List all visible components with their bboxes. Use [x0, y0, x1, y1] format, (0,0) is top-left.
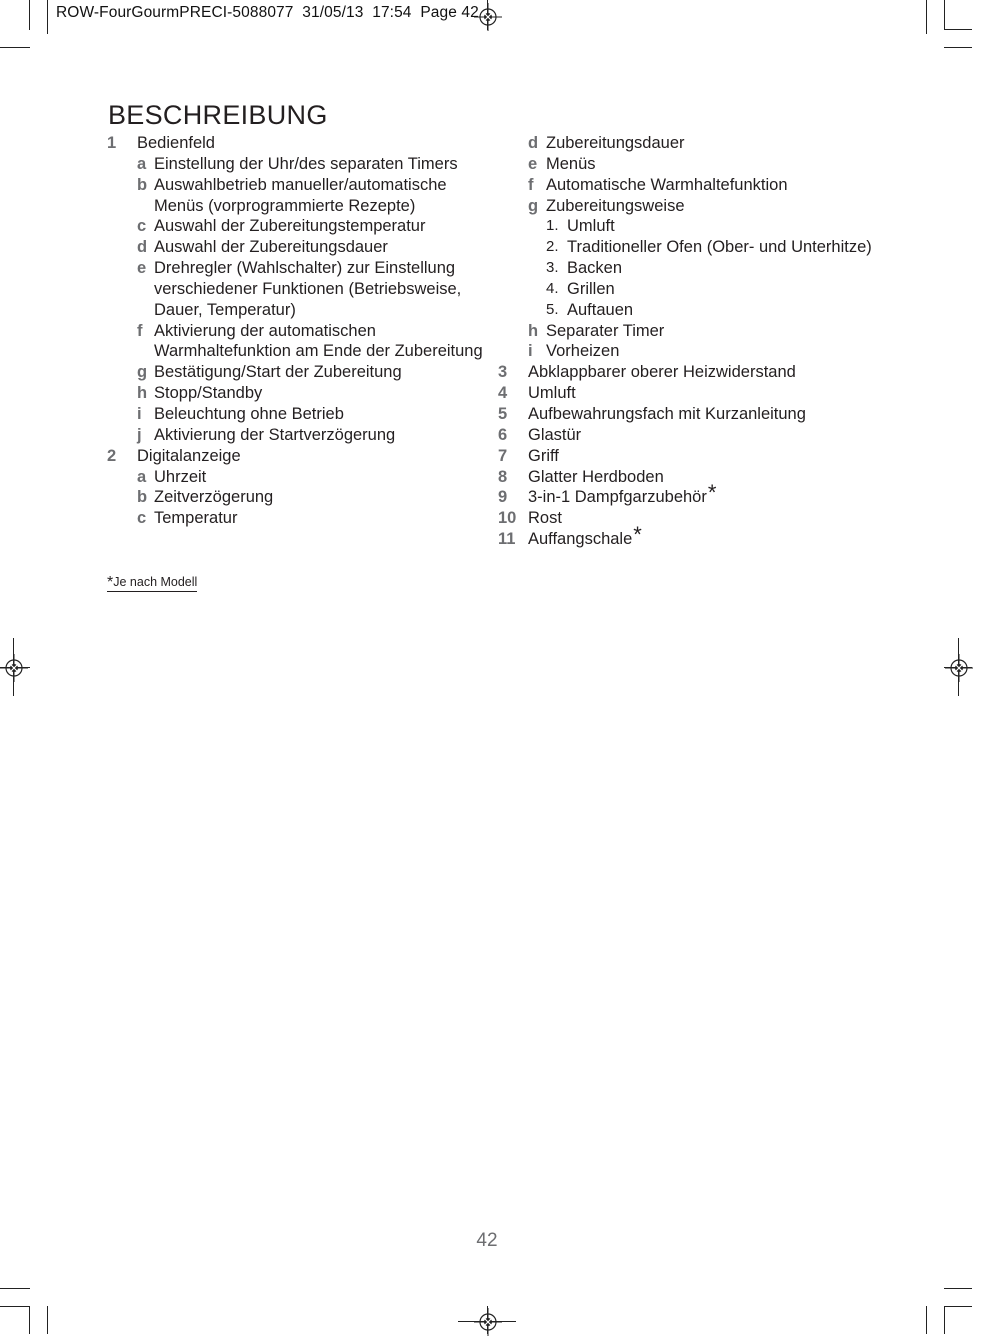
list-item-marker: g: [528, 196, 539, 215]
list-item-label: Auftauen: [567, 300, 634, 319]
list-item-text: [528, 522, 894, 550]
crop-mark-bottom-right-h: [944, 1288, 972, 1289]
list-item-text: [567, 216, 894, 237]
list-item: [104, 154, 496, 175]
crop-mark-bottom-right-h2: [944, 1306, 972, 1307]
list-item-label: Aktivierung der automatischen Warmhaltefunktion am Ende der Zubereitung: [154, 321, 483, 361]
list-item-marker: 2.: [546, 238, 559, 256]
list-item-label: Umluft: [528, 384, 576, 403]
list-item-label: Umluft: [567, 217, 615, 236]
crop-mark-top-left-h: [0, 47, 30, 48]
list-item: [104, 404, 496, 425]
list-item-label: Aufbewahrungsfach mit Kurzanleitung: [528, 404, 806, 423]
list-item-text: [154, 175, 496, 217]
list-item: [494, 258, 894, 279]
list-item-marker: h: [528, 321, 539, 340]
list-item-label: Auswahlbetrieb manueller/automatische Menüs (vorprogrammierte Rezepte): [154, 175, 447, 215]
crop-mark-top-right-v: [926, 0, 927, 34]
list-item-label: Glatter Herdboden: [528, 467, 664, 486]
list-item-label: Uhrzeit: [154, 467, 207, 486]
list-item-label: Auswahl der Zubereitungsdauer: [154, 238, 388, 257]
list-item: [494, 508, 894, 529]
list-item: [494, 175, 894, 196]
list-item-label: Automatische Warmhaltefunktion: [546, 175, 788, 194]
list-item-label: Bestätigung/Start der Zubereitung: [154, 363, 402, 382]
list-item: [494, 341, 894, 362]
list-item-marker: h: [137, 384, 148, 403]
list-item-text: [567, 300, 894, 321]
list-item-marker: 4: [498, 384, 508, 403]
footnote-star: *: [107, 574, 114, 591]
list-item-label: Rost: [528, 509, 562, 528]
list-item-marker: 10: [498, 509, 517, 528]
list-item-marker: e: [528, 154, 538, 173]
list-item-marker: 1: [107, 134, 117, 152]
list-item-text: [546, 196, 894, 217]
crop-mark-top-right-h: [944, 29, 972, 30]
crop-mark-top-left-v: [47, 0, 48, 34]
list-item-marker: 5.: [546, 300, 559, 318]
list-item-label: Menüs: [546, 154, 596, 173]
list-item-text: [154, 258, 496, 321]
list-item-text: [528, 446, 894, 467]
list-item: [494, 237, 894, 258]
list-item-marker: 7: [498, 446, 508, 465]
crop-mark-bottom-left-v: [29, 1306, 30, 1334]
list-item: [494, 522, 894, 550]
list-item: [494, 467, 894, 488]
list-item-marker: 3: [498, 363, 508, 382]
registration-mark-bottom-icon: [474, 1308, 502, 1336]
list-item-text: [546, 175, 894, 196]
list-item-label: Traditioneller Ofen (Ober- und Unterhitze): [567, 238, 872, 257]
list-item-label: Digitalanzeige: [137, 446, 241, 465]
list-item-label: Auswahl der Zubereitungstemperatur: [154, 217, 426, 236]
list-item-text: [528, 425, 894, 446]
description-list-right: [494, 133, 894, 550]
crop-mark-bottom-right-v: [926, 1306, 927, 1334]
list-item-marker: a: [137, 467, 147, 486]
asterisk-mark: *: [707, 480, 717, 506]
asterisk-mark: *: [633, 522, 642, 548]
crop-mark-bottom-left-h: [0, 1288, 30, 1289]
list-item-label: Auffangschale: [528, 530, 633, 549]
crop-mark-top-left-v2: [29, 0, 30, 30]
list-item: [494, 480, 894, 508]
list-item: [104, 362, 496, 383]
crop-mark-bottom-right-v2: [944, 1306, 945, 1334]
list-item-text: [546, 133, 894, 154]
list-item-marker: 8: [498, 467, 508, 486]
list-item-label: Beleuchtung ohne Betrieb: [154, 404, 344, 423]
list-item-label: Temperatur: [154, 509, 238, 528]
crop-mark-bottom-left-h2: [0, 1306, 30, 1307]
list-item: [104, 133, 496, 154]
list-item-label: Zubereitungsdauer: [546, 134, 685, 152]
registration-mark-right-icon: [945, 654, 973, 682]
list-item-label: Abklappbarer oberer Heizwiderstand: [528, 363, 796, 382]
list-item: [494, 362, 894, 383]
list-item: [104, 383, 496, 404]
list-item-label: Separater Timer: [546, 321, 665, 340]
list-item-marker: b: [137, 175, 148, 194]
list-item-label: Drehregler (Wahlschalter) zur Einstellung verschiedener Funktionen (Betriebsweise, Dauer, Temperatur): [154, 259, 462, 319]
list-item-text: [528, 404, 894, 425]
list-item-marker: 1.: [546, 217, 559, 235]
list-item-label: Zeitverzögerung: [154, 488, 274, 507]
list-item: [104, 487, 496, 508]
list-item-marker: 2: [107, 446, 117, 465]
description-list-left: [104, 133, 496, 529]
list-item: [104, 175, 496, 217]
list-item-text: [546, 341, 894, 362]
footnote-text: Je nach Modell: [113, 575, 198, 589]
list-item: [104, 216, 496, 237]
list-item-text: [137, 133, 496, 154]
list-item-text: [567, 279, 894, 300]
list-item-label: Stopp/Standby: [154, 384, 263, 403]
list-item-text: [154, 383, 496, 404]
page-number: 42: [476, 1230, 498, 1251]
list-item-marker: 5: [498, 404, 508, 423]
footnote: [107, 573, 197, 592]
list-item-marker: d: [137, 238, 148, 257]
list-item-label: Grillen: [567, 279, 615, 298]
list-item-label: Aktivierung der Startverzögerung: [154, 425, 396, 444]
list-item: [104, 237, 496, 258]
list-item-marker: 9: [498, 488, 508, 507]
list-item-marker: i: [137, 404, 142, 423]
list-item: [494, 216, 894, 237]
list-item-label: Backen: [567, 259, 623, 278]
list-item-text: [154, 362, 496, 383]
list-item-text: [546, 321, 894, 342]
list-item: [494, 154, 894, 175]
list-item-text: [154, 237, 496, 258]
page-title: BESCHREIBUNG: [108, 100, 328, 130]
list-item-text: [528, 383, 894, 404]
list-item-marker: c: [137, 509, 147, 528]
list-item: [494, 425, 894, 446]
list-item: [494, 446, 894, 467]
list-item-marker: 11: [498, 530, 516, 549]
list-item-text: [154, 467, 496, 488]
list-item-label: 3-in-1 Dampfgarzubehör: [528, 488, 707, 507]
list-item-marker: 6: [498, 425, 508, 444]
list-item: [494, 133, 894, 154]
list-item-marker: e: [137, 259, 147, 278]
list-item-marker: j: [137, 425, 142, 444]
list-item-label: Zubereitungsweise: [546, 196, 685, 215]
list-item-text: [528, 508, 894, 529]
list-item-marker: i: [528, 342, 533, 361]
list-item: [104, 467, 496, 488]
list-item-text: [154, 321, 496, 363]
list-item-text: [528, 362, 894, 383]
list-item-marker: 4.: [546, 279, 559, 297]
list-item: [494, 196, 894, 217]
list-item-text: [154, 425, 496, 446]
list-item-text: [154, 154, 496, 175]
list-item-marker: a: [137, 154, 147, 173]
list-item-text: [137, 446, 496, 467]
list-item-label: Einstellung der Uhr/des separaten Timers: [154, 154, 458, 173]
list-item: [494, 383, 894, 404]
list-item: [104, 258, 496, 321]
list-item-marker: g: [137, 363, 148, 382]
list-item-text: [154, 508, 496, 529]
list-item-text: [567, 237, 894, 258]
list-item-label: Vorheizen: [546, 342, 620, 361]
registration-mark-left-icon: [0, 654, 28, 682]
list-item: [104, 446, 496, 467]
list-item-marker: f: [137, 321, 143, 340]
list-item-label: Bedienfeld: [137, 134, 215, 152]
list-item-text: [546, 154, 894, 175]
crop-mark-top-right-h2: [944, 47, 972, 48]
crop-mark-bottom-left-v2: [47, 1306, 48, 1334]
list-item-marker: f: [528, 175, 534, 194]
list-item-text: [154, 487, 496, 508]
list-item: [494, 321, 894, 342]
list-item-label: Griff: [528, 446, 559, 465]
list-item-label: Glastür: [528, 425, 582, 444]
list-item: [494, 300, 894, 321]
list-item: [104, 321, 496, 363]
list-item-text: [154, 404, 496, 425]
list-item-marker: c: [137, 217, 147, 236]
list-item-text: [528, 480, 894, 508]
crop-mark-top-right-v2: [944, 0, 945, 30]
list-item-marker: 3.: [546, 259, 559, 277]
list-item: [104, 508, 496, 529]
print-slug: ROW-FourGourmPRECI-5088077 31/05/13 17:54 Page 42: [56, 4, 479, 21]
list-item: [494, 279, 894, 300]
list-item-text: [154, 216, 496, 237]
list-item: [494, 404, 894, 425]
list-item-marker: d: [528, 134, 539, 152]
list-item-marker: b: [137, 488, 148, 507]
list-item: [104, 425, 496, 446]
list-item-text: [567, 258, 894, 279]
